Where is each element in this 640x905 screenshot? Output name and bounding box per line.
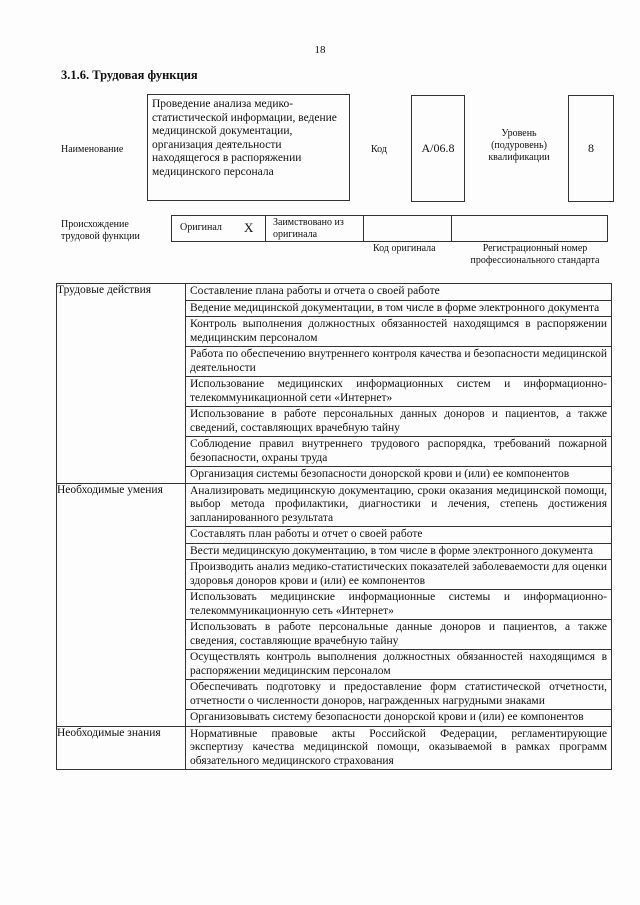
section-row (57, 284, 612, 484)
code-original-caption: Код оригинала (373, 243, 436, 254)
list-item: Контроль выполнения должностных обязанностей находящимся в распоряжении медицинским персоналом (186, 317, 611, 347)
code-value: A/06.8 (411, 95, 465, 202)
origin-row (171, 215, 608, 242)
divider (451, 215, 452, 242)
section-items (186, 483, 612, 726)
list-item: Анализировать медицинскую документацию, сроки оказания медицинской помощи, выбор метода профилактики, диагностики и лечения, степень достижения запланированного результата (186, 484, 611, 528)
original-mark: X (244, 220, 254, 235)
list-item: Ведение медицинской документации, в том числе в форме электронного документа (186, 301, 611, 318)
list-item: Соблюдение правил внутреннего трудового распорядка, требований пожарной безопасности, охраны труда (186, 437, 611, 467)
list-item: Использовать в работе персональные данные доноров и пациентов, а также сведения, составляющие врачебную тайну (186, 620, 611, 650)
list-item: Составление плана работы и отчета о своей работе (186, 284, 611, 301)
section-items (186, 726, 612, 770)
origin-label: Происхождение трудовой функции (61, 219, 140, 242)
list-item: Нормативные правовые акты Российской Федерации, регламентирующие экспертизу качества медицинской помощи, оказываемой в рамках программ обязательного медицинского страхования (190, 727, 607, 767)
section-label: Трудовые действия (57, 284, 186, 484)
list-item: Организация системы безопасности донорской крови и (или) ее компонентов (190, 468, 570, 480)
list-item: Использование медицинских информационных систем и информационно-телекоммуникационной сети «Интернет» (186, 377, 611, 407)
list-item: Производить анализ медико-статистических показателей заболеваемости для оценки здоровья доноров крови и (или) ее компонентов (186, 560, 611, 590)
list-item: Обеспечивать подготовку и предоставление форм статистической отчетности, отчетности о численности доноров, награжденных нагрудными знаками (186, 680, 611, 710)
page-number: 18 (314, 44, 326, 56)
original-label: Оригинал (180, 222, 222, 233)
list-item: Составлять план работы и отчет о своей работе (186, 527, 611, 544)
level-label: Уровень (подуровень) квалификации (488, 128, 550, 163)
divider (265, 215, 266, 242)
list-item: Организовывать систему безопасности донорской крови и (или) ее компонентов (190, 711, 584, 723)
section-items (186, 284, 612, 484)
level-value: 8 (568, 95, 614, 202)
code-label: Код (371, 144, 387, 155)
section-label: Необходимые знания (57, 726, 186, 770)
list-item: Работа по обеспечению внутреннего контроля качества и безопасности медицинской деятельности (186, 347, 611, 377)
function-table (56, 283, 612, 770)
section-row (57, 726, 612, 770)
name-value: Проведение анализа медико-статистической информации, ведение медицинской документации, организация деятельности находящегося в распоряжении медицинского персонала (147, 94, 350, 201)
name-label: Наименование (61, 144, 124, 155)
list-item: Использовать медицинские информационные системы и информационно-телекоммуникационную сеть «Интернет» (186, 590, 611, 620)
section-row (57, 483, 612, 726)
list-item: Использование в работе персональных данных доноров и пациентов, а также сведений, составляющих врачебную тайну (186, 407, 611, 437)
section-title: 3.1.6. Трудовая функция (61, 68, 198, 82)
borrowed-label: Заимствовано из оригинала (273, 217, 344, 240)
list-item: Осуществлять контроль выполнения должностных обязанностей находящимся в распоряжении медицинским персоналом (186, 650, 611, 680)
section-label: Необходимые умения (57, 483, 186, 726)
divider (363, 215, 364, 242)
reg-number-caption: Регистрационный номер профессионального стандарта (470, 243, 600, 266)
list-item: Вести медицинскую документацию, в том числе в форме электронного документа (186, 544, 611, 561)
